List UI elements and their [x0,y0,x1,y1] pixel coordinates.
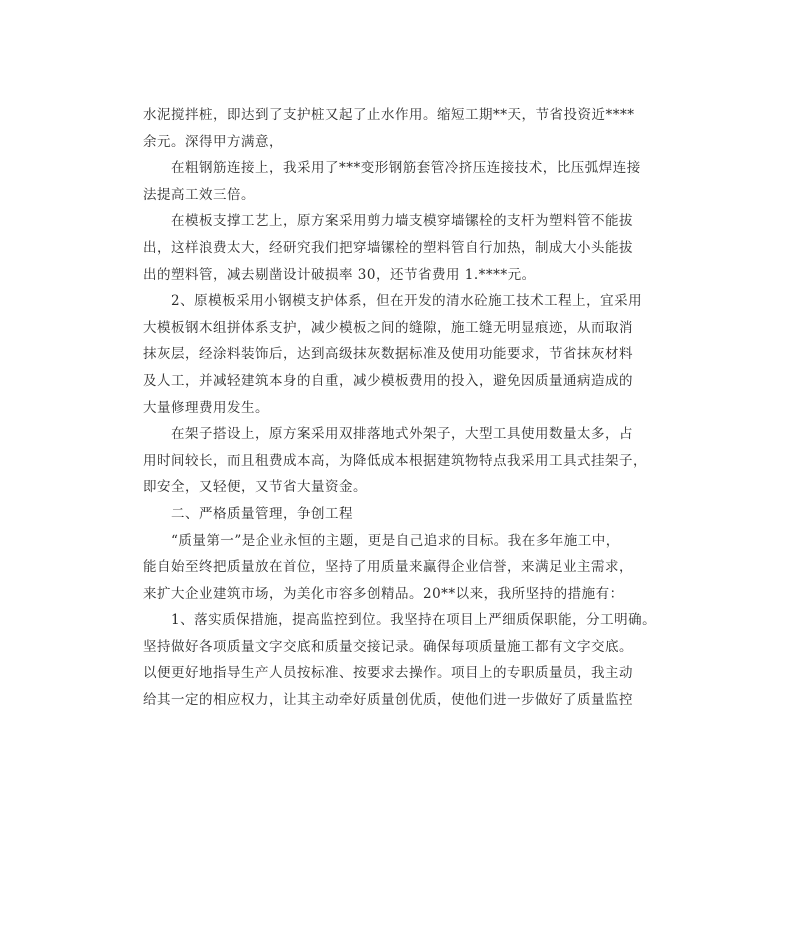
text-line: 2、原模板采用小钢模支护体系，但在开发的清水砼施工技术工程上，宜采用 [171,293,643,310]
text-line: 二、严格质量管理，争创工程 [171,505,353,522]
text-line: 大模板钢木组拼体系支护，减少模板之间的缝隙，施工缝无明显痕迹，从而取消 [143,319,633,336]
text-line: 出的塑料管，减去剔凿设计破损率 30，还节省费用 1.****元。 [143,266,536,283]
text-line: 大量修理费用发生。 [143,399,269,416]
text-line: 及人工，并减轻建筑本身的自重，减少模板费用的投入，避免因质量通病造成的 [143,372,633,389]
text-line: 在模板支撑工艺上，原方案采用剪力墙支模穿墙镙栓的支杆为塑料管不能拔 [171,213,633,230]
text-line: 能自始至终把质量放在首位，坚持了用质量来赢得企业信誉，来满足业主需求， [143,559,633,576]
text-line: 法提高工效三倍。 [143,186,255,203]
text-line: 在粗钢筋连接上，我采用了***变形钢筋套管冷挤压连接技术，比压弧焊连接 [171,160,641,177]
document-body [143,102,663,714]
text-line: 坚持做好各项质量文字交底和质量交接记录。确保每项质量施工都有文字交底。 [143,638,633,655]
text-line: 抹灰层，经涂料装饰后，达到高级抹灰数据标准及使用功能要求，节省抹灰材料 [143,346,633,363]
text-line: 用时间较长，而且租费成本高，为降低成本根据建筑物特点我采用工具式挂架子， [143,452,647,469]
text-line: “质量第一”是企业永恒的主题，更是自己追求的目标。我在多年施工中， [171,532,620,549]
text-line: 即安全，又轻便，又节省大量资金。 [143,479,367,496]
text-line: 1、落实质保措施，提高监控到位。我坚持在项目上严细质保职能，分工明确。 [171,612,657,629]
text-line: 给其一定的相应权力，让其主动牵好质量创优质，使他们进一步做好了质量监控 [143,692,633,709]
text-line: 余元。深得甲方满意， [143,133,283,150]
text-line: 出，这样浪费太大，经研究我们把穿墙镙栓的塑料管自行加热，制成大小头能拔 [143,239,633,256]
text-line: 来扩大企业建筑市场，为美化市容多创精品。20**以来，我所坚持的措施有： [143,585,624,602]
text-line: 水泥搅拌桩，即达到了支护桩又起了止水作用。缩短工期**天，节省投资近**** [143,107,635,123]
text-line: 在架子搭设上，原方案采用双排落地式外架子，大型工具使用数量太多，占 [171,426,633,443]
text-line: 以便更好地指导生产人员按标准、按要求去操作。项目上的专职质量员，我主动 [143,665,633,682]
